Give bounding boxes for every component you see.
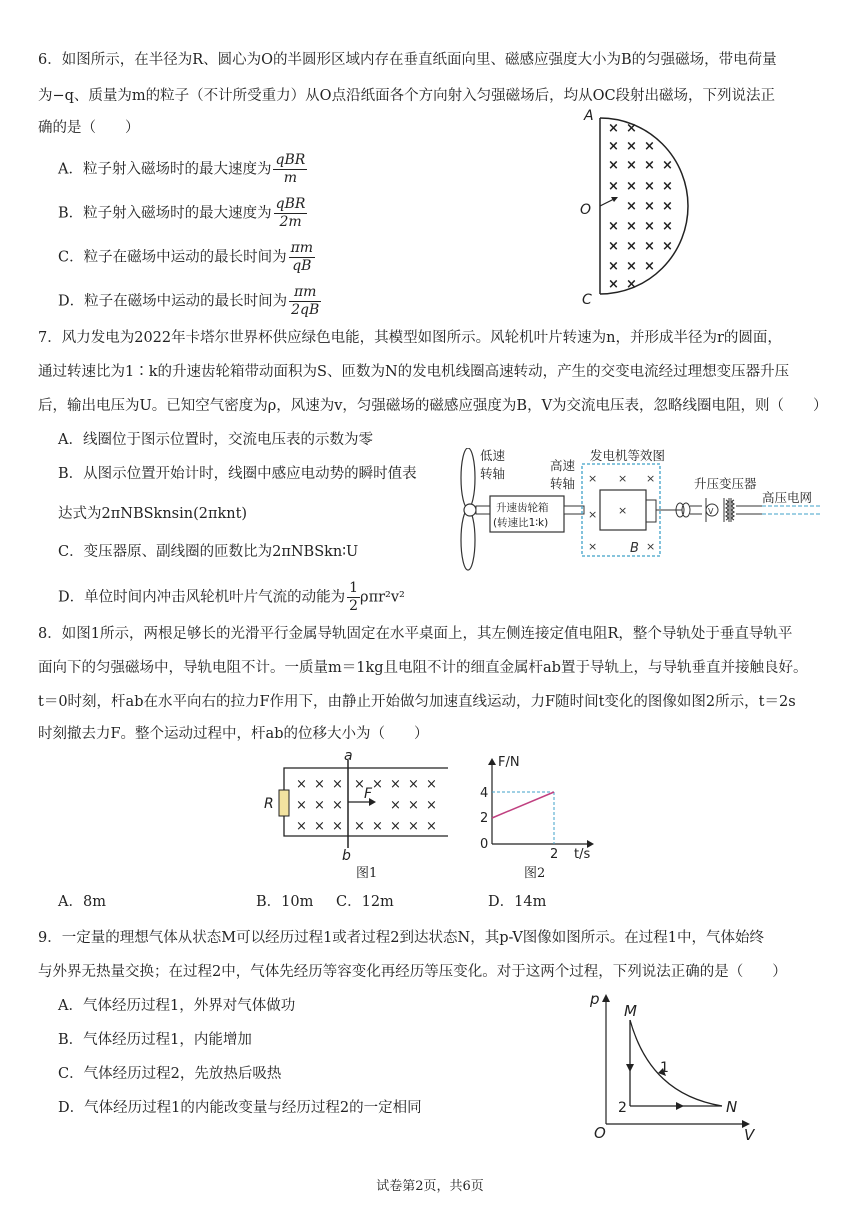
q6-stem-line2: 为−q、质量为m的粒子（不计所受重力）从O点沿纸面各个方向射入匀强磁场后，均从OC段射出磁场，下列说法正: [38, 88, 776, 104]
field-cross-mark: ×: [608, 158, 619, 173]
svg-text:×: ×: [354, 777, 365, 792]
gearbox-label-2: (转速比1∶k): [493, 517, 549, 529]
q7-stem-line1: 7．风力发电为2022年卡塔尔世界杯供应绿色电能，其模型如图所示。风轮机叶片转速为n，并形成半径为r的圆面，: [38, 330, 782, 346]
q7-option-c: C．变压器原、副线圈的匝数比为2πNBSkn∶U: [58, 544, 359, 560]
q6-stem-line1: 6．如图所示，在半径为R、圆心为O的半圆形区域内存在垂直纸面向里、磁感应强度大小为B的匀强磁场，带电荷量: [38, 52, 777, 68]
svg-text:×: ×: [314, 798, 325, 813]
svg-text:×: ×: [314, 819, 325, 834]
svg-text:×: ×: [408, 798, 419, 813]
svg-text:×: ×: [588, 508, 598, 521]
state-n-label: N: [726, 1098, 738, 1116]
q8-option-c: C．12m: [336, 894, 394, 910]
y-tick-4: 4: [480, 786, 489, 801]
q7-option-d: D．单位时间内冲击风轮机叶片气流的动能为 $\frac{1}{2}$ ρπr²v²: [58, 580, 405, 614]
field-cross-mark: ×: [626, 158, 637, 173]
svg-text:×: ×: [588, 472, 598, 485]
q7-option-b-line1: B．从图示位置开始计时，线圈中感应电动势的瞬时值表: [58, 466, 417, 482]
svg-text:×: ×: [332, 777, 343, 792]
svg-text:×: ×: [314, 777, 325, 792]
process-1-label: 1: [660, 1060, 669, 1076]
resistor-label: R: [264, 796, 274, 812]
process-2-label: 2: [618, 1100, 627, 1116]
q8-stem-line4: 时刻撤去力F。整个运动过程中，杆ab的位移大小为（ ）: [38, 726, 429, 742]
figure-1-caption: 图1: [356, 866, 378, 881]
field-cross-mark: ×: [662, 239, 673, 254]
svg-text:×: ×: [372, 777, 383, 792]
q8-stem-line3: t＝0时刻，杆ab在水平向右的拉力F作用下，由静止开始做匀加速直线运动，力F随时间t变化的图像如图2所示，t＝2s: [38, 694, 796, 710]
svg-text:×: ×: [390, 777, 401, 792]
svg-text:×: ×: [296, 777, 307, 792]
svg-text:×: ×: [372, 819, 383, 834]
field-cross-mark: ×: [608, 219, 619, 234]
svg-text:×: ×: [390, 819, 401, 834]
field-cross-mark: ×: [608, 179, 619, 194]
svg-text:×: ×: [408, 777, 419, 792]
svg-text:×: ×: [426, 777, 437, 792]
point-c-label: C: [582, 292, 592, 306]
svg-text:×: ×: [354, 819, 365, 834]
gearbox-label-1: 升速齿轮箱: [496, 502, 549, 514]
q9-pv-diagram: [584, 990, 764, 1145]
q9-option-a: A．气体经历过程1，外界对气体做功: [58, 998, 296, 1014]
field-cross-mark: ×: [662, 199, 673, 214]
graph-y-axis-label: F/N: [498, 755, 520, 770]
state-m-label: M: [624, 1002, 637, 1020]
svg-text:×: ×: [296, 819, 307, 834]
svg-text:×: ×: [332, 798, 343, 813]
field-cross-mark: ×: [662, 179, 673, 194]
force-line: [492, 792, 554, 818]
svg-text:×: ×: [332, 819, 343, 834]
y-tick-2: 2: [480, 811, 489, 826]
field-cross-mark: ×: [608, 121, 619, 136]
q8-force-time-graph: [470, 752, 600, 862]
field-cross-mark: ×: [626, 179, 637, 194]
generator-label: 发电机等效图: [590, 448, 666, 463]
svg-text:×: ×: [408, 819, 419, 834]
rod-end-a-label: a: [344, 752, 353, 764]
q6-option-c: C．粒子在磁场中运动的最长时间为 $\frac{\pi m}{qB}$: [58, 240, 314, 274]
q8-stem-line2: 面向下的匀强磁场中，导轨电阻不计。一质量m＝1kg且电阻不计的细直金属杆ab置于导轨上，与导轨垂直并接触良好。: [38, 660, 808, 676]
voltmeter-label: V: [708, 507, 714, 516]
high-speed-label-2: 转轴: [550, 476, 576, 491]
field-cross-mark: ×: [626, 139, 637, 154]
point-a-label: A: [584, 108, 594, 124]
page-footer: 试卷第2页，共6页: [376, 1179, 484, 1194]
q8-option-b: B．10m: [256, 894, 314, 910]
svg-text:×: ×: [390, 798, 401, 813]
svg-text:×: ×: [588, 540, 598, 553]
svg-text:×: ×: [646, 540, 656, 553]
low-speed-label-1: 低速: [480, 448, 506, 463]
pressure-axis-label: p: [590, 990, 600, 1008]
q9-option-b: B．气体经历过程1，内能增加: [58, 1032, 252, 1048]
q6-stem-line3: 确的是（ ）: [38, 120, 140, 136]
field-cross-mark: ×: [662, 219, 673, 234]
q8-option-a: A．8m: [58, 894, 106, 910]
low-speed-label-2: 转轴: [480, 466, 506, 481]
volume-axis-label: V: [744, 1126, 755, 1144]
field-cross-mark: ×: [626, 239, 637, 254]
svg-text:×: ×: [646, 472, 656, 485]
field-cross-mark: ×: [626, 219, 637, 234]
graph-x-axis-label: t/s: [574, 847, 591, 862]
field-cross-mark: ×: [608, 239, 619, 254]
field-cross-mark: ×: [644, 219, 655, 234]
q6-option-b: B．粒子射入磁场时的最大速度为 $\frac{\text{qBR}}{2m}$: [58, 196, 306, 230]
svg-text:×: ×: [426, 798, 437, 813]
q6-option-d: D．粒子在磁场中运动的最长时间为 $\frac{\pi m}{2qB}$: [58, 284, 320, 318]
field-cross-mark: ×: [608, 139, 619, 154]
point-o-label: O: [580, 202, 592, 218]
force-f-label: F: [364, 786, 373, 802]
grid-label: 高压电网: [762, 490, 813, 505]
q7-stem-line3: 后，输出电压为U。已知空气密度为ρ，风速为v，匀强磁场的磁感应强度为B，V为交流电压表，忽略线圈电阻，则（ ）: [38, 398, 828, 414]
field-cross-mark: ×: [626, 277, 637, 292]
field-cross-mark: ×: [644, 179, 655, 194]
q7-option-b-line2: 达式为2πNBSknsin(2πknt): [58, 506, 248, 522]
q7-wind-turbine-figure: [450, 448, 835, 573]
q8-rails-figure: [258, 752, 458, 862]
q9-option-c: C．气体经历过程2，先放热后吸热: [58, 1066, 282, 1082]
high-speed-label-1: 高速: [550, 458, 576, 473]
field-cross-mark: ×: [626, 199, 637, 214]
transformer-label: 升压变压器: [694, 476, 757, 491]
origin-label: O: [594, 1124, 606, 1142]
field-cross-mark: ×: [644, 259, 655, 274]
field-cross-mark: ×: [644, 199, 655, 214]
q7-option-a: A．线圈位于图示位置时，交流电压表的示数为零: [58, 432, 373, 448]
q7-stem-line2: 通过转速比为1∶k的升速齿轮箱带动面积为S、匝数为N的发电机线圈高速转动，产生的交变电流经过理想变压器升压: [38, 364, 790, 380]
field-cross-mark: ×: [626, 259, 637, 274]
field-b-label: B: [630, 541, 639, 556]
q9-option-d: D．气体经历过程1的内能改变量与经历过程2的一定相同: [58, 1100, 422, 1116]
svg-text:×: ×: [618, 472, 628, 485]
field-cross-mark: ×: [626, 121, 637, 136]
svg-text:×: ×: [296, 798, 307, 813]
x-tick-2: 2: [550, 847, 559, 862]
field-cross-mark: ×: [608, 277, 619, 292]
rod-end-b-label: b: [342, 848, 351, 862]
q8-stem-line1: 8．如图1所示，两根足够长的光滑平行金属导轨固定在水平桌面上，其左侧连接定值电阻R，整个导轨处于垂直导轨平: [38, 626, 793, 642]
field-cross-mark: ×: [644, 139, 655, 154]
svg-text:×: ×: [618, 504, 628, 517]
field-cross-mark: ×: [644, 158, 655, 173]
q6-semicircle-figure: [570, 106, 700, 306]
origin-label: 0: [480, 837, 489, 852]
field-cross-mark: ×: [644, 239, 655, 254]
q6-option-a: A．粒子射入磁场时的最大速度为 $\frac{\text{qBR}}{m}$: [58, 152, 306, 186]
field-cross-mark: ×: [608, 259, 619, 274]
svg-text:×: ×: [426, 819, 437, 834]
figure-2-caption: 图2: [524, 866, 546, 881]
q9-stem-line1: 9．一定量的理想气体从状态M可以经历过程1或者过程2到达状态N，其p-V图像如图所示。在过程1中，气体始终: [38, 930, 765, 946]
q9-stem-line2: 与外界无热量交换；在过程2中，气体先经历等容变化再经历等压变化。对于这两个过程，下列说法正确的是（ ）: [38, 964, 787, 980]
field-cross-mark: ×: [662, 158, 673, 173]
q8-option-d: D．14m: [488, 894, 547, 910]
